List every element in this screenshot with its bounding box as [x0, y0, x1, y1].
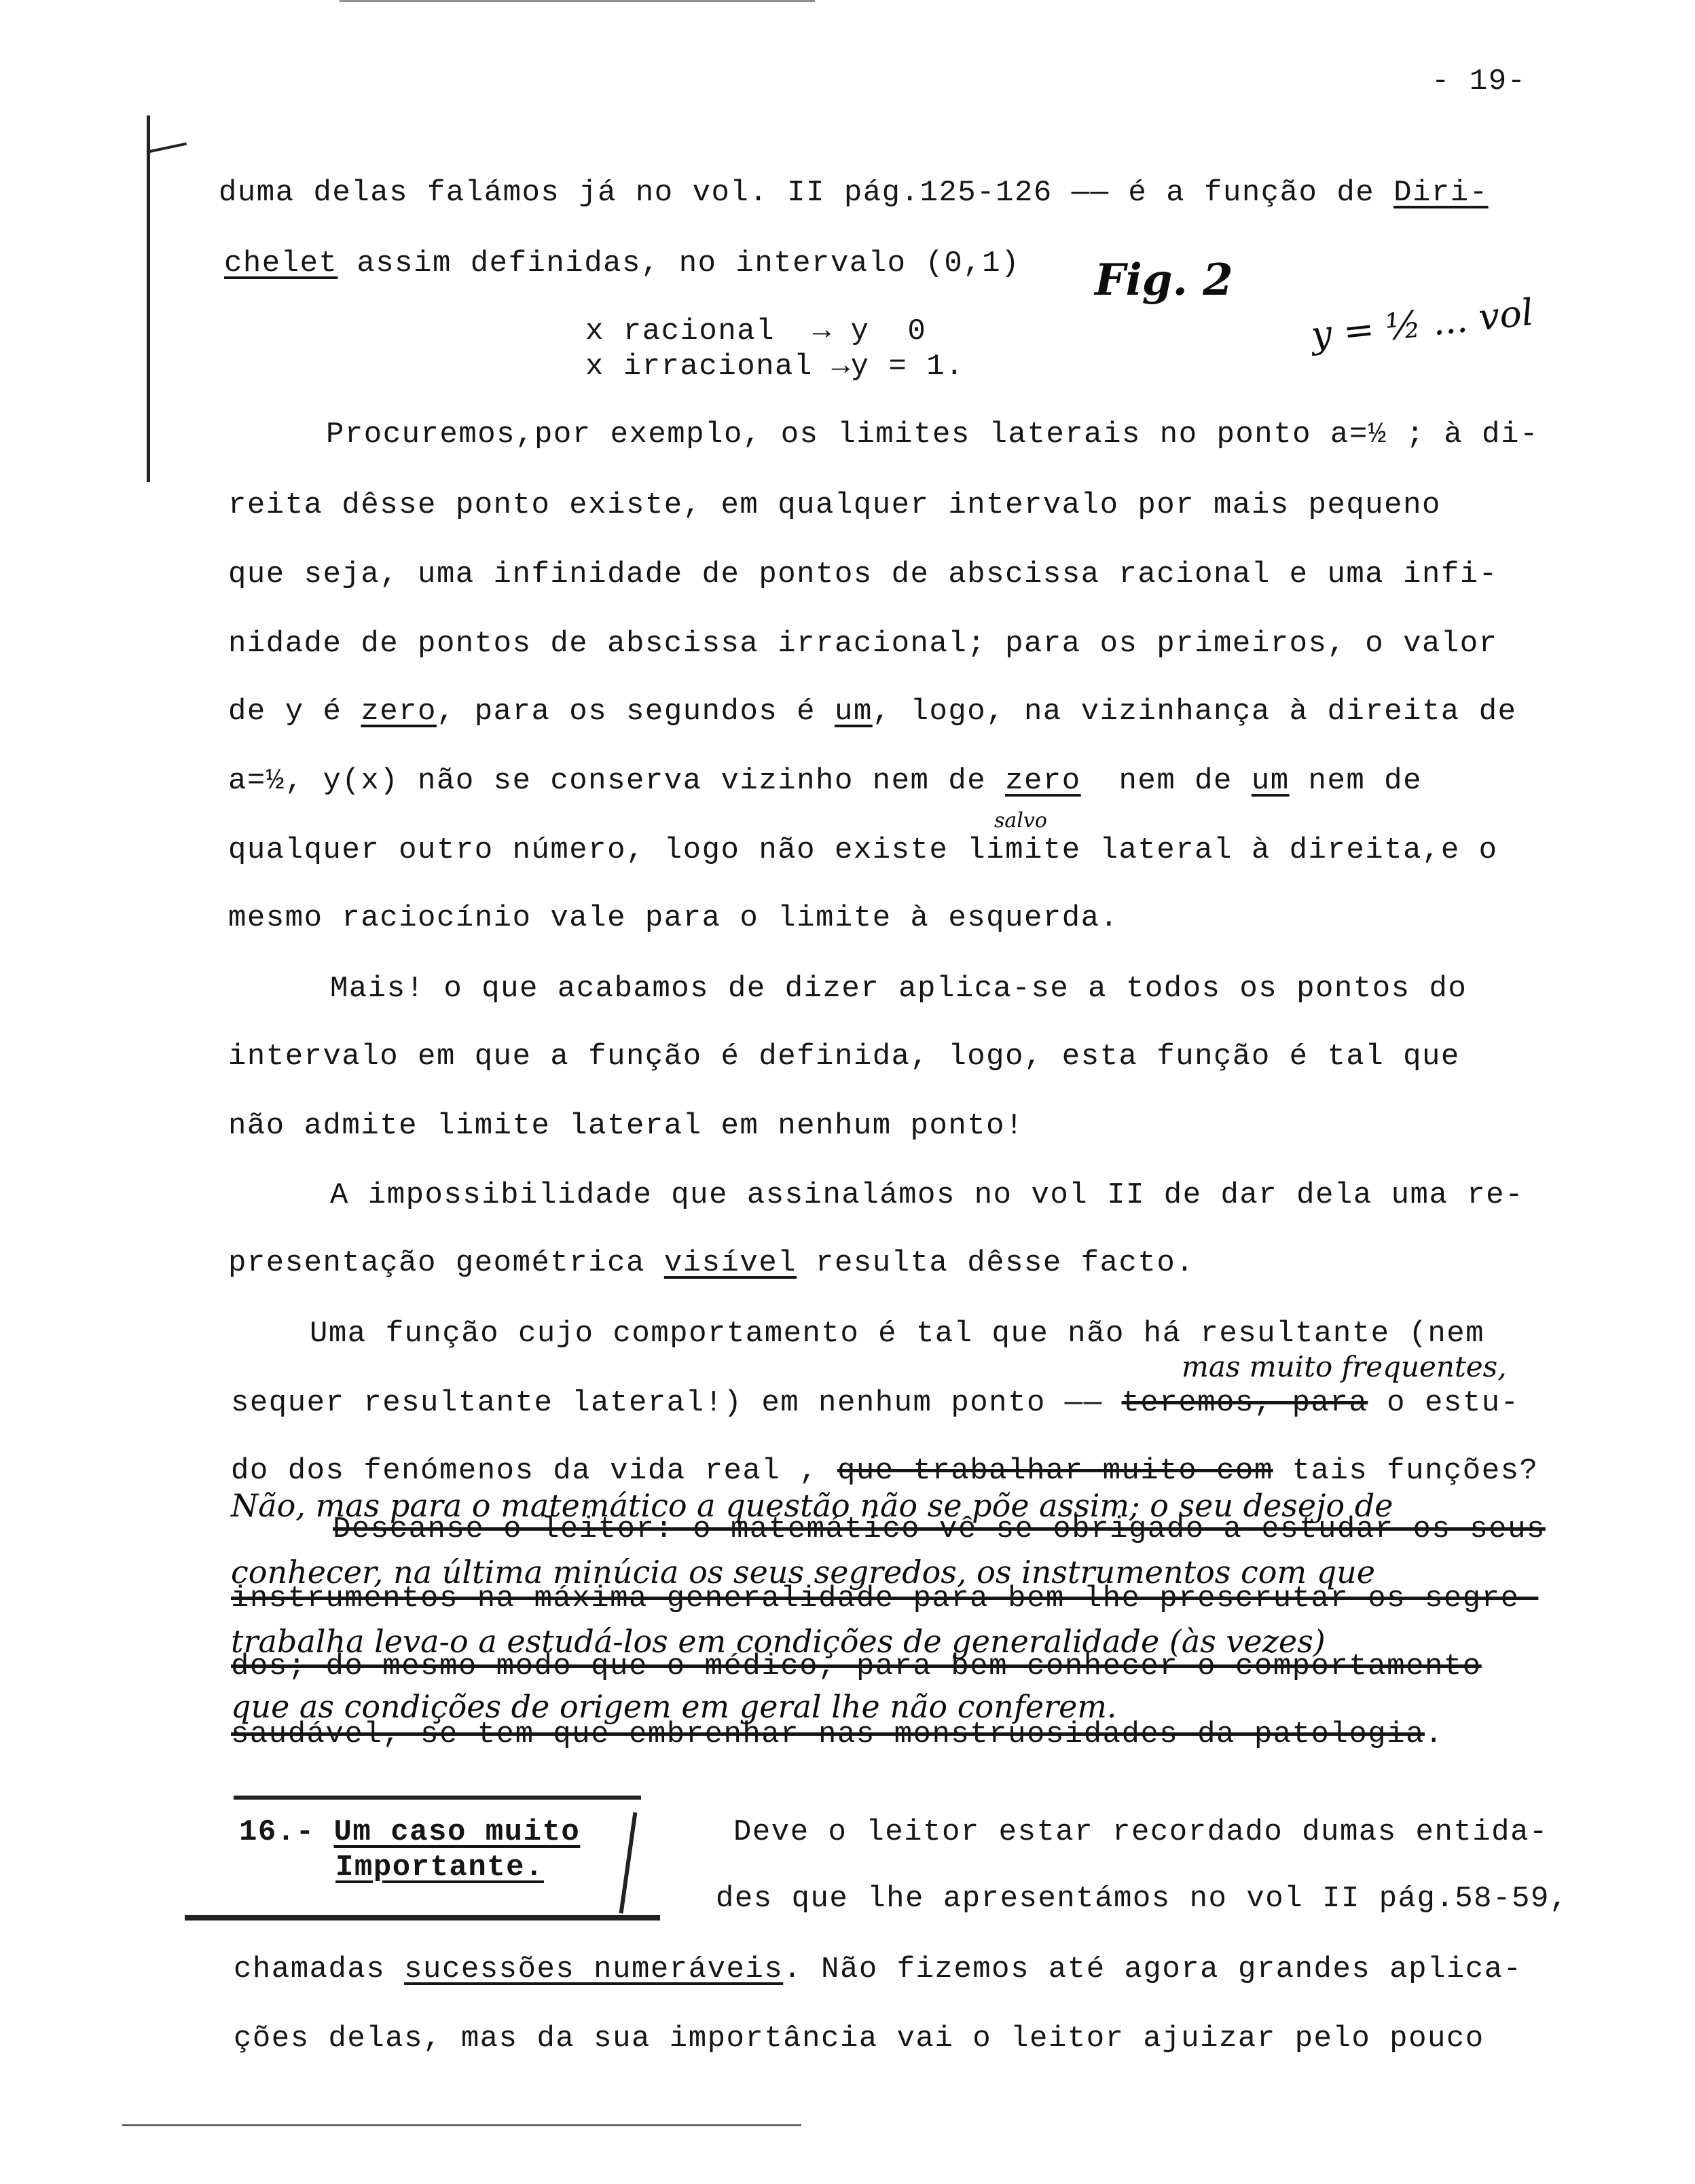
text-run: resulta dêsse facto. [797, 1246, 1195, 1280]
section-heading [239, 1815, 580, 1850]
text-line [228, 1245, 1195, 1281]
text-run: Deve o leitor estar recordado dumas entida- [733, 1815, 1548, 1849]
text-run: do dos fenómenos da vida real , [231, 1454, 837, 1488]
text-run: duma delas falámos já no vol. II pág.125-126 [219, 176, 1072, 210]
text-line [228, 900, 1119, 936]
text-line [326, 417, 1539, 452]
text-run: não admite limite lateral em nenhum ponto! [228, 1109, 1024, 1143]
text-run: intervalo em que a função é definida, logo, esta função é tal que [228, 1040, 1460, 1074]
text-run: x racional → y 0 [585, 314, 927, 348]
text-run: . [1424, 1717, 1444, 1751]
text-line [224, 246, 1020, 281]
struck-text: instrumentos na máxima generalidade para bem lhe prescrutar os segre- [231, 1582, 1539, 1616]
underlined-text: Importante. [335, 1851, 544, 1885]
text-line [716, 1881, 1569, 1916]
text-run: des que lhe apresentámos no vol II pág.58-59, [716, 1882, 1569, 1916]
section-heading-cont [335, 1850, 544, 1885]
handwritten-annotation: que as condições de origem em geral lhe não conferem. [231, 1688, 1117, 1725]
text-run: nem de [1289, 764, 1422, 798]
struck-text: teremos, para [1121, 1386, 1368, 1420]
text-run: mesmo raciocínio vale para o limite à esquerda. [228, 901, 1119, 935]
section-box-top-rule [234, 1796, 641, 1800]
underlined-text: Um caso muito [333, 1815, 581, 1849]
text-line [310, 1316, 1484, 1351]
struck-text: saudável, se tem que embrenhar nas monstruosidades da patologia [231, 1717, 1425, 1751]
text-run: nem de [1080, 764, 1252, 798]
formula-line [585, 314, 926, 349]
text-line [228, 626, 1498, 661]
text-run: presentação geométrica [228, 1246, 664, 1280]
text-run: de y é [228, 695, 361, 729]
text-run: —— é a função de [1071, 176, 1394, 210]
scan-margin-tick [147, 143, 187, 153]
text-line [231, 1453, 1538, 1489]
section-box-right-rule [619, 1812, 638, 1913]
text-run: nidade de pontos de abscissa irracional; para os primeiros, o valor [228, 627, 1498, 661]
underlined-text: sucessões numeráveis [404, 1952, 784, 1986]
text-run: sequer resultante lateral!) em nenhum ponto —— [231, 1386, 1122, 1420]
text-run: . Não fizemos até agora grandes aplica- [783, 1952, 1523, 1986]
text-run: chamadas [234, 1952, 405, 1986]
text-run: , logo, na vizinhança à direita de [872, 695, 1517, 729]
struck-text: que trabalhar muito com [837, 1454, 1273, 1488]
underlined-text: zero [1005, 764, 1081, 798]
text-line [733, 1815, 1548, 1850]
text-run: qualquer outro número, logo não existe limite lateral à direita,e o [228, 833, 1498, 867]
text-run: 16.- [239, 1815, 334, 1849]
formula-line [585, 349, 964, 384]
text-line [234, 2021, 1484, 2056]
text-run: tais funções? [1273, 1454, 1539, 1488]
struck-text: Descanse o leitor: o matemático vê-se obrigado a estudar os seus [333, 1512, 1546, 1546]
handwritten-annotation: y = ½ ... vol [1309, 291, 1535, 357]
text-line [219, 175, 1489, 211]
text-line [228, 1039, 1460, 1074]
text-run: assim definidas, no intervalo (0,1) [338, 247, 1020, 280]
underlined-text: chelet [224, 247, 338, 280]
text-run: que seja, uma infinidade de pontos de abscissa racional e uma infi- [228, 558, 1498, 592]
text-line [234, 1952, 1523, 1987]
handwritten-annotation: salvo [994, 809, 1047, 833]
text-line [330, 1178, 1524, 1213]
scan-margin-mark [147, 115, 150, 482]
text-line [228, 1108, 1024, 1144]
handwritten-annotation: mas muito frequentes, [1182, 1350, 1507, 1383]
handwritten-annotation: conhecer, na última minúcia os seus segredos, os instrumentos com que [231, 1554, 1375, 1590]
struck-text: dos; do mesmo modo que o médico, para bem conhecer o comportamento [231, 1650, 1482, 1684]
scan-top-rule [340, 0, 815, 2]
section-box-bottom-rule [185, 1915, 660, 1921]
text-run: x irracional →y = 1. [585, 350, 965, 384]
text-line [228, 763, 1422, 799]
text-line [228, 557, 1498, 592]
text-run: Procuremos,por exemplo, os limites laterais no ponto a=½ ; à di- [326, 418, 1539, 452]
page-number: - 19- [1432, 65, 1527, 98]
text-line [330, 971, 1467, 1006]
text-run: A impossibilidade que assinalámos no vol II de dar dela uma re- [330, 1178, 1524, 1212]
text-run: a=½, y(x) não se conserva vizinho nem de [228, 764, 1006, 798]
scan-bottom-rule [122, 2124, 801, 2126]
text-run: Uma função cujo comportamento é tal que não há resultante (nem [310, 1317, 1485, 1351]
text-run: Mais! o que acabamos de dizer aplica-se a todos os pontos do [330, 972, 1468, 1006]
text-run: ções delas, mas da sua importância vai o leitor ajuizar pelo pouco [234, 2022, 1484, 2056]
text-line [231, 1385, 1520, 1421]
text-line [228, 488, 1441, 523]
underlined-text: Diri- [1393, 176, 1489, 210]
text-line [228, 833, 1498, 868]
underlined-text: zero [361, 695, 437, 729]
text-run: o estu- [1368, 1386, 1520, 1420]
underlined-text: um [1251, 764, 1290, 798]
handwritten-annotation: Fig. 2 [1095, 255, 1233, 306]
text-run: reita dêsse ponto existe, em qualquer intervalo por mais pequeno [228, 488, 1441, 522]
underlined-text: visível [663, 1246, 797, 1280]
text-run: , para os segundos é [436, 695, 835, 729]
text-line [228, 694, 1517, 729]
handwritten-annotation: trabalha leva-o a estudá-los em condições de generalidade (às vezes) [231, 1623, 1326, 1660]
underlined-text: um [834, 695, 873, 729]
handwritten-annotation: Não, mas para o matemático a questão não se põe assim; o seu desejo de [231, 1487, 1393, 1524]
